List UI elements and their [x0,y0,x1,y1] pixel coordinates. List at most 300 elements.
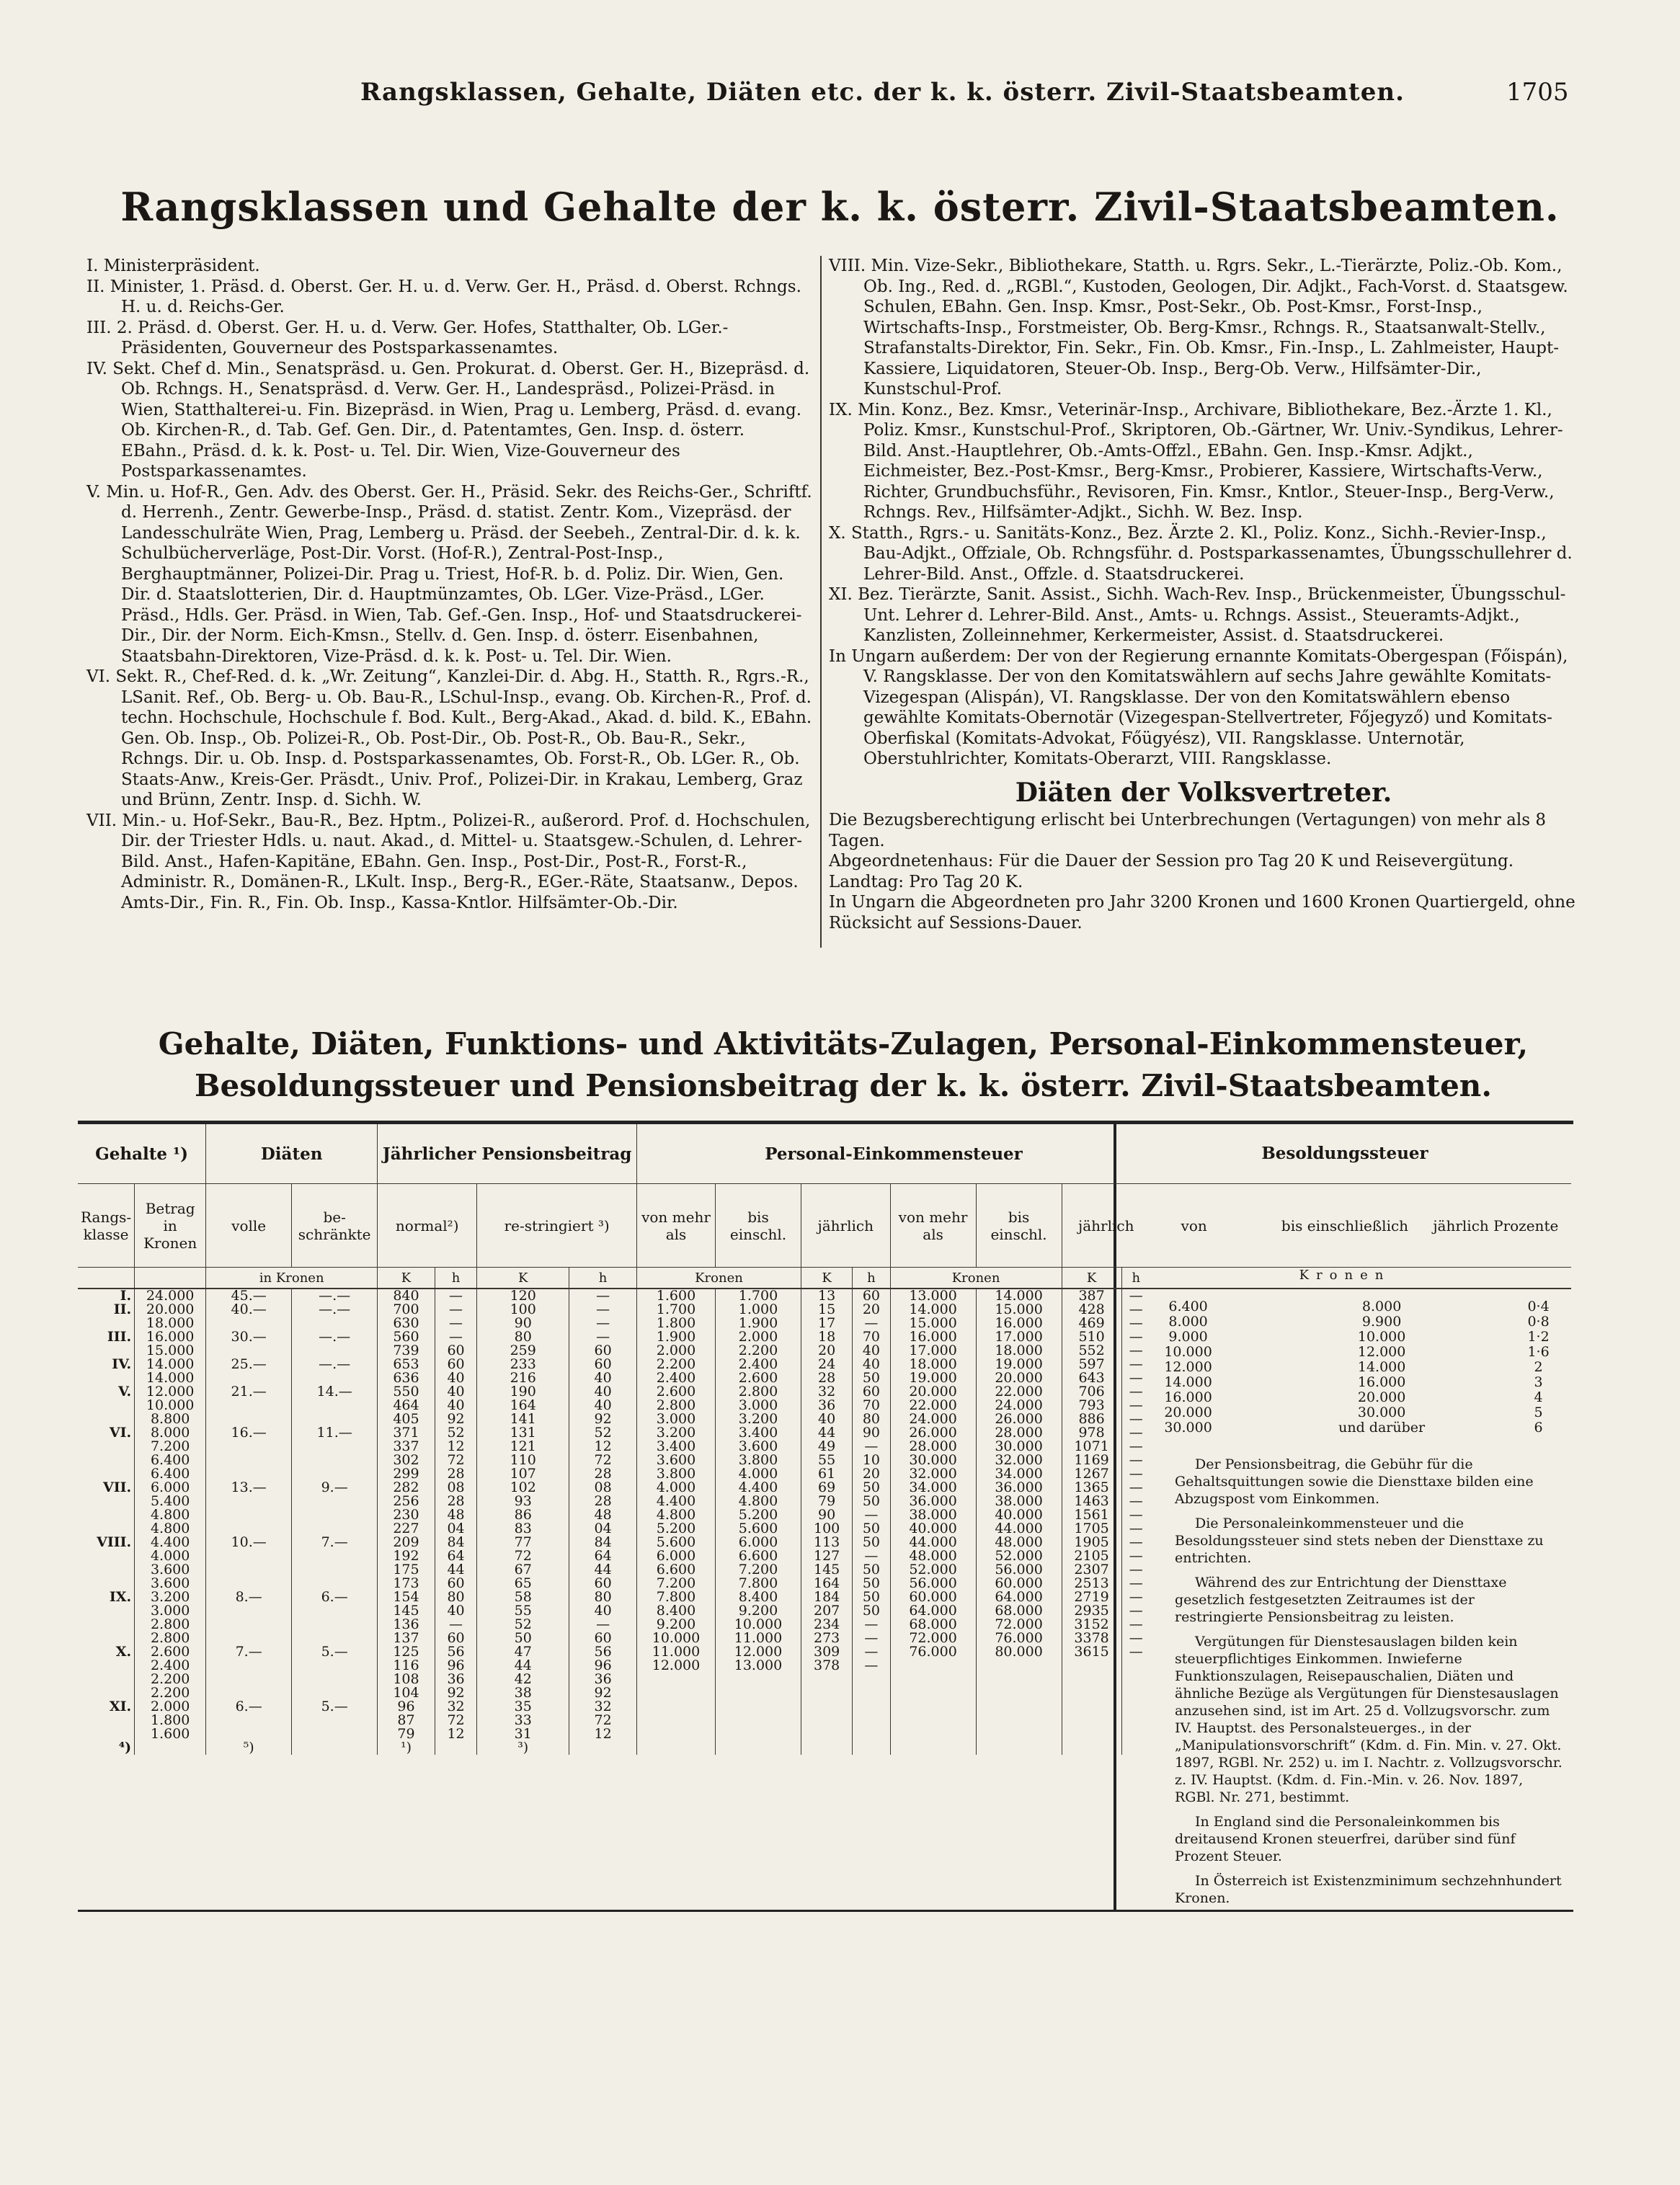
note-paragraph: In England sind die Personaleinkommen bis dreitausend Kronen steuerfrei, darüber sind fünf Prozent Steuer. [1175,1814,1516,1864]
table-cell: 9.200 [715,1604,801,1618]
table-cell: 50 [853,1481,890,1495]
table-cell [206,1454,292,1467]
table-cell [292,1618,378,1632]
col-rangsklasse: Rangs-klasse [78,1184,135,1268]
diaeten-paragraph: In Ungarn die Abgeordneten pro Jahr 3200 Kronen und 1600 Kronen Quartiergeld, ohne Rücksicht auf Sessions-Dauer. [829,893,1575,933]
table-cell: 92 [435,1412,476,1426]
table-cell: — [1121,1454,1150,1467]
table-cell: 13.000 [715,1659,801,1673]
col-volle: volle [206,1184,292,1268]
table-cell: — [1121,1399,1150,1412]
table-cell: 20.000 [135,1303,206,1317]
table-cell: 55 [801,1454,852,1467]
page-title: Rangsklassen und Gehalte der k. k. österr. Zivil-Staatsbeamten. [120,184,1560,230]
besoldung-cell: 20.000 [1164,1405,1212,1420]
rank-entry: V. Min. u. Hof-R., Gen. Adv. des Oberst. Ger. H., Präsid. Sekr. des Reichs-Ger., Schriftf. d. Herrenh., Zentr. Gewerbe-Insp., Präsd. d. statist. Zentr. Kom., Vizepräsd. der Landesschulräte Wien, Prag, Lemberg u. Präsd. der Seebeh., Zentral-Dir. d. k. k. Schulbücherverläge, Post-Dir. Vorst. (Hof-R.), Zentral-Post-Insp., Berghauptmänner, Polizei-Dir. Prag u. Triest, Hof-R. b. d. Poliz. Dir. Wien, Gen. Dir. d. Staatslotterien, Dir. d. Hauptmünzamtes, Ob. LGer. Vize-Präsd., LGer. Präsd., Hdls. Ger. Präsd. in Wien, Tab. Gef.-Gen. Insp., Hof- und Staatsdruckerei-Dir., Dir. der Norm. Eich-Kmsn., Stellv. d. Gen. Insp. d. österr. Eisenbahnen, Staatsbahn-Direktoren, Vize-Präsd. d. k. k. Post- u. Tel. Dir. Wien. [86,482,812,666]
table-cell: 44 [801,1426,852,1440]
rank-cell [78,1495,135,1508]
table-cell: 38 [477,1686,569,1700]
table-cell: 40 [569,1371,637,1385]
table-row [78,1549,1150,1563]
rank-cell: IX. [109,1589,132,1605]
table-cell: 3.800 [715,1454,801,1467]
table-cell: 125 [378,1645,435,1659]
table-cell: 45.— [206,1289,292,1303]
table-cell: 3615 [1062,1645,1121,1659]
table-cell: 19.000 [890,1371,976,1385]
table-cell [206,1508,292,1522]
table-cell: 1.700 [636,1303,715,1317]
table-cell [801,1686,852,1700]
table-cell: 108 [378,1673,435,1686]
besoldung-cell: 0·4 [1527,1299,1550,1314]
ungarn-paragraph: In Ungarn außerdem: Der von der Regierung ernannte Komitats-Obergespan (Főispán), V. Rangsklasse. Der von den Komitatswählern auf sechs Jahre gewählte Komitats-Vizegespan (Alispán), VI. Rangsklasse. Der von den Komitatswählern ebenso gewählte Komitats-Obernotär (Vizegespan-Stellvertreter, Főjegyző) und Komitats-Oberfiskal (Komitats-Advokat, Főügyész), VII. Rangsklasse. Unternotär, Oberstuhlrichter, Komitats-Oberarzt, VIII. Rangsklasse. [829,646,1568,768]
table-cell: 20.000 [890,1385,976,1399]
notes [1175,1456,1564,1914]
table-cell: 44.000 [976,1522,1062,1536]
rank-entry: VIII. Min. Vize-Sekr., Bibliothekare, Statth. u. Rgrs. Sekr., L.-Tierärzte, Poliz.-Ob. Kom., Ob. Ing., Red. d. „RGBl.“, Kustoden, Geologen, Dir. Adjkt., Fach-Vorst. d. Staatsgew. Schulen, EBahn. Gen. Insp. Kmsr., Post-Sekr., Ob. Post-Kmsr., Forst-Insp., Wirtschafts-Insp., Forstmeister, Ob. Berg-Kmsr., Rchngs. R., Staatsanwalt-Stellv., Strafanstalts-Direktor, Fin. Sekr., Fin. Ob. Kmsr., Fin.-Insp., L. Zahlmeister, Haupt-Kassiere, Liquidatoren, Steuer-Ob. Insp., Berg-Ob. Verw., Hilfsämter-Dir., Kunstschul-Prof. [829,257,1568,399]
table-cell: 60 [435,1344,476,1358]
table-cell: 83 [477,1522,569,1536]
col-von-mehr-als: von mehr als [636,1184,715,1268]
table-row [78,1289,1150,1303]
table-cell [206,1563,292,1577]
table-cell: — [1121,1467,1150,1481]
table-cell: 120 [477,1289,569,1303]
table-cell: 19.000 [976,1358,1062,1371]
besoldung-row [1119,1390,1571,1405]
table-cell: — [853,1440,890,1454]
table-cell: 653 [378,1358,435,1371]
table-cell: 16.000 [135,1330,206,1344]
table-cell: 08 [435,1481,476,1495]
rank-list-left [86,256,814,913]
table-cell: 337 [378,1440,435,1454]
table-cell: 35 [477,1700,569,1714]
table-cell: 1705 [1062,1522,1121,1536]
table-cell: 3152 [1062,1618,1121,1632]
table-cell: 14.— [292,1385,378,1399]
table-cell: 12.000 [636,1659,715,1673]
unit-k: K [1062,1268,1121,1289]
table-cell: — [1121,1412,1150,1426]
table-cell: 597 [1062,1358,1121,1371]
table-cell: 36 [569,1673,637,1686]
table-cell: 2.200 [135,1673,206,1686]
table-cell [292,1727,378,1741]
table-cell: 32.000 [976,1454,1062,1467]
table-cell: 52.000 [976,1549,1062,1563]
table-cell: 16.000 [976,1317,1062,1330]
unit-h: h [1121,1268,1150,1289]
rank-entry: IX. Min. Konz., Bez. Kmsr., Veterinär-Insp., Archivare, Bibliothekare, Bez.-Ärzte 1. Kl., Poliz. Kmsr., Kunstschul-Prof., Skriptoren, Ob.-Gärtner, Wr. Univ.-Syndikus, Lehrer-Bild. Anst.-Hauptlehrer, Ob.-Amts-Offzl., EBahn. Gen. Insp.-Kmsr. Adjkt., Eichmeister, Bez.-Post-Kmsr., Berg-Kmsr., Probierer, Kassiere, Wirtschafts-Verw., Richter, Grundbuchsführ., Revisoren, Fin. Kmsr., Kntlor., Steuer-Insp., Berg-Verw., Rchngs. Rev., Hilfsämter-Adjkt., Sichh. W. Bez. Insp. [829,400,1563,522]
table-cell: 28 [801,1371,852,1385]
table-cell: 1.600 [135,1727,206,1741]
table-cell: 164 [477,1399,569,1412]
table-cell: 1.000 [715,1303,801,1317]
table-cell: 7.— [206,1645,292,1659]
table-cell: 9.200 [636,1618,715,1632]
table-cell [801,1714,852,1727]
table-cell: 2.600 [636,1385,715,1399]
table-cell: 72 [435,1714,476,1727]
note-paragraph: Während des zur Entrichtung der Diensttaxe gesetzlich festgesetzten Zeitraumes ist der restringierte Pensionsbeitrag zu leisten. [1175,1575,1507,1625]
table-cell [292,1440,378,1454]
besoldung-cell: 16.000 [1357,1374,1406,1390]
table-row [78,1563,1150,1577]
table-cell: 5.200 [715,1508,801,1522]
table-cell: 141 [477,1412,569,1426]
table-cell: 64 [569,1549,637,1563]
table-cell: 68.000 [890,1618,976,1632]
table-cell: 26.000 [890,1426,976,1440]
table-cell: 56 [435,1645,476,1659]
table-cell: 6.— [206,1700,292,1714]
table-cell: 33 [477,1714,569,1727]
table-cell: 3.600 [715,1440,801,1454]
table-cell: 52.000 [890,1563,976,1577]
table-cell: ³) [477,1741,569,1755]
table-cell: 102 [477,1481,569,1495]
table-cell: 121 [477,1440,569,1454]
table-cell: ¹) [378,1741,435,1755]
table-row [78,1508,1150,1522]
besoldung-cell: 3 [1534,1374,1543,1390]
table-cell: 47 [477,1645,569,1659]
col-beschraenkte: be-schränkte [292,1184,378,1268]
table-cell: 5.— [292,1700,378,1714]
table-cell: 92 [569,1412,637,1426]
table-cell: 40 [853,1358,890,1371]
table-cell: 100 [477,1303,569,1317]
table-cell: 20.000 [976,1371,1062,1385]
table-cell [890,1659,976,1673]
table-cell: 3.400 [715,1426,801,1440]
table-cell: 80 [569,1590,637,1604]
table-cell: — [853,1659,890,1673]
table-cell: 7.200 [135,1440,206,1454]
table-row [78,1645,1150,1659]
table-cell: 60 [569,1577,637,1590]
table-cell: 5.— [292,1645,378,1659]
table-cell: 40.000 [890,1522,976,1536]
table-cell: 273 [801,1632,852,1645]
table-cell: 90 [801,1508,852,1522]
table-cell: 24.000 [890,1412,976,1426]
table-cell: 1561 [1062,1508,1121,1522]
rank-cell: II. [113,1301,132,1317]
unit-kronen: Kronen [890,1268,1062,1289]
table-cell: 65 [477,1577,569,1590]
table-cell: 50 [853,1536,890,1549]
table-cell: — [435,1330,476,1344]
table-cell [715,1700,801,1714]
table-cell: 12.000 [715,1645,801,1659]
table-cell: 10.000 [636,1632,715,1645]
table-cell: 2.800 [636,1399,715,1412]
table-row [78,1330,1150,1344]
table-cell: 137 [378,1632,435,1645]
table-cell: 28 [435,1467,476,1481]
rank-cell [78,1440,135,1454]
table-cell: — [1121,1303,1150,1317]
table-cell: 3.200 [715,1412,801,1426]
table-cell [569,1741,637,1755]
table-cell: 84 [569,1536,637,1549]
table-cell [890,1714,976,1727]
rank-entry: I. Ministerpräsident. [86,257,260,275]
table-cell: 1.600 [636,1289,715,1303]
table-cell: 145 [378,1604,435,1618]
table-cell: 5.600 [636,1536,715,1549]
col-bis-einschl-2: bis einschl. [976,1184,1062,1268]
table-cell: —.— [292,1358,378,1371]
table-cell: 12 [435,1727,476,1741]
table-cell: 12 [569,1727,637,1741]
table-cell [853,1700,890,1714]
table-cell: — [1121,1536,1150,1549]
table-cell [1121,1727,1150,1741]
table-cell: 26.000 [976,1412,1062,1426]
table-cell: 48 [435,1508,476,1522]
table-cell [1121,1659,1150,1673]
diaeten-paragraph: Abgeordnetenhaus: Für die Dauer der Session pro Tag 20 K und Reisevergütung. [829,852,1514,871]
table-cell: 1071 [1062,1440,1121,1454]
table-cell: 14.000 [135,1358,206,1371]
table-title: Gehalte, Diäten, Funktions- und Aktivitäts-Zulagen, Personal-Einkommensteuer, Besoldungssteuer und Pensionsbeitrag der k. k. österr. Zivil-Staatsbeamten. [158,1026,1529,1103]
table-cell: 1.900 [636,1330,715,1344]
table-cell: 25.— [206,1358,292,1371]
table-cell [206,1618,292,1632]
table-cell: 04 [569,1522,637,1536]
table-cell [1121,1714,1150,1727]
table-cell [292,1563,378,1577]
table-cell: 1.800 [636,1317,715,1330]
table-cell: 3.600 [135,1577,206,1590]
rank-cell: XI. [109,1699,132,1714]
table-cell: 4.800 [715,1495,801,1508]
table-cell: 40.000 [976,1508,1062,1522]
table-cell: 4.400 [636,1495,715,1508]
table-cell: 2.200 [715,1344,801,1358]
table-cell: 60 [853,1385,890,1399]
table-cell: 10 [853,1454,890,1467]
unit-h: h [435,1268,476,1289]
table-cell: 8.000 [135,1426,206,1440]
table-cell: 6.000 [135,1481,206,1495]
table-cell: — [435,1289,476,1303]
table-cell: 464 [378,1399,435,1412]
table-cell: 282 [378,1481,435,1495]
table-cell: 164 [801,1577,852,1590]
table-cell: 643 [1062,1371,1121,1385]
table-cell [1121,1700,1150,1714]
table-cell [1121,1741,1150,1755]
table-cell: 40 [569,1399,637,1412]
table-cell [206,1714,292,1727]
table-cell: 96 [569,1659,637,1673]
table-cell: 230 [378,1508,435,1522]
besoldung-row [1119,1405,1571,1420]
rank-list-right [829,256,1578,933]
besoldung-cell: 1·6 [1527,1344,1550,1360]
table-cell: 6.000 [636,1549,715,1563]
table-row [78,1481,1150,1495]
table-cell: 2.400 [135,1659,206,1673]
table-cell [715,1727,801,1741]
table-cell: 50 [477,1632,569,1645]
page-number: 1705 [1506,78,1569,107]
table-cell: 2719 [1062,1590,1121,1604]
table-cell: 2.000 [636,1344,715,1358]
rank-cell: V. [118,1384,132,1399]
table-cell [715,1673,801,1686]
table-cell: 40 [435,1385,476,1399]
table-cell: 30.000 [890,1454,976,1467]
table-cell: 04 [435,1522,476,1536]
besoldung-row [1119,1345,1571,1360]
table-cell: 302 [378,1454,435,1467]
diaeten-title: Diäten der Volksvertreter. [1015,777,1392,808]
table-cell: 34.000 [890,1481,976,1495]
table-cell: 116 [378,1659,435,1673]
table-cell: — [569,1618,637,1632]
table-cell: 18.000 [890,1358,976,1371]
table-cell: 2.800 [135,1632,206,1645]
besoldung-cell: 20.000 [1357,1389,1406,1405]
table-cell: 34.000 [976,1467,1062,1481]
table-cell: 79 [378,1727,435,1741]
table-cell [890,1727,976,1741]
table-cell: 184 [801,1590,852,1604]
table-cell: 216 [477,1371,569,1385]
table-cell: 22.000 [976,1385,1062,1399]
table-cell: 10.000 [135,1399,206,1412]
table-cell [801,1700,852,1714]
table-row [78,1741,1150,1755]
table-cell: 49 [801,1440,852,1454]
table-cell: 6.— [292,1590,378,1604]
table-cell: 8.400 [636,1604,715,1618]
besoldung-cell: 6 [1534,1420,1543,1436]
table-cell: — [853,1645,890,1659]
table-cell [636,1727,715,1741]
rank-cell: I. [120,1288,132,1304]
table-cell: 64.000 [890,1604,976,1618]
table-cell [435,1741,476,1755]
table-cell: 32 [435,1700,476,1714]
table-cell: —.— [292,1289,378,1303]
table-cell: 80 [853,1412,890,1426]
table-cell [976,1673,1062,1686]
group-pension: Jährlicher Pensionsbeitrag [378,1124,637,1184]
table-cell: —.— [292,1303,378,1317]
unit-kronen: Kronen [636,1268,801,1289]
table-cell: — [1121,1317,1150,1330]
table-cell: — [1121,1344,1150,1358]
table-cell: 79 [801,1495,852,1508]
col-jaehrlich-2: jährlich [1062,1184,1150,1268]
table-cell: ⁵) [206,1741,292,1755]
table-row [78,1590,1150,1604]
unit-blank [78,1268,135,1289]
table-cell: 28.000 [976,1426,1062,1440]
table-cell: 700 [378,1303,435,1317]
table-cell [976,1700,1062,1714]
besoldung-heading: Besoldungssteuer [1119,1124,1571,1184]
rank-entry: II. Minister, 1. Präsd. d. Oberst. Ger. H. u. d. Verw. Ger. H., Präsd. d. Oberst. Rchngs. H. u. d. Reichs-Ger. [86,277,801,316]
table-cell: 44 [435,1563,476,1577]
table-cell: 7.— [292,1536,378,1549]
table-cell: 4.000 [135,1549,206,1563]
table-cell: 428 [1062,1303,1121,1317]
table-cell: 7.200 [636,1577,715,1590]
table-cell: 560 [378,1330,435,1344]
diaeten-paragraph: Landtag: Pro Tag 20 K. [829,872,1023,891]
table-cell: — [435,1317,476,1330]
table-cell [801,1727,852,1741]
table-cell: 5.400 [135,1495,206,1508]
table-cell [890,1741,976,1755]
table-cell: 40 [569,1604,637,1618]
rank-cell: VI. [109,1425,132,1441]
table-cell: 17.000 [976,1330,1062,1344]
rank-cell: ⁴) [118,1740,132,1755]
table-cell [636,1673,715,1686]
table-cell: 4.800 [135,1508,206,1522]
table-cell: 14.000 [890,1303,976,1317]
column-divider [820,256,822,948]
col-jaehrlich-prozente: jährlich Prozente [1433,1216,1559,1234]
table-cell: 1267 [1062,1467,1121,1481]
table-row [78,1700,1150,1714]
table-cell: 190 [477,1385,569,1399]
table-cell: 3.000 [636,1412,715,1426]
table-row [78,1399,1150,1412]
table-cell: 2.400 [715,1358,801,1371]
rank-cell [78,1399,135,1412]
table-cell: — [853,1618,890,1632]
besoldung-row [1119,1420,1571,1436]
besoldung-section [1119,1124,1571,1436]
table-cell: 11.000 [715,1632,801,1645]
table-cell: — [1121,1330,1150,1344]
table-cell [853,1714,890,1727]
table-cell: — [1121,1618,1150,1632]
table-cell: 2307 [1062,1563,1121,1577]
besoldung-cell: 1·2 [1527,1329,1550,1345]
table-cell [292,1741,378,1755]
table-cell [853,1741,890,1755]
besoldung-unit: Kronen [1119,1268,1571,1289]
table-cell: 44 [569,1563,637,1577]
table-cell: 64 [435,1549,476,1563]
table-cell: 5.600 [715,1522,801,1536]
table-cell: 387 [1062,1289,1121,1303]
table-cell: — [1121,1495,1150,1508]
table-cell: 86 [477,1508,569,1522]
besoldung-cell: 16.000 [1164,1389,1212,1405]
table-cell: — [1121,1563,1150,1577]
rank-cell: VIII. [97,1534,132,1550]
table-cell: — [1121,1632,1150,1645]
table-cell: 173 [378,1577,435,1590]
table-cell [135,1741,206,1755]
table-cell: 8.400 [715,1590,801,1604]
table-cell: — [1121,1645,1150,1659]
table-cell: 50 [853,1563,890,1577]
table-cell: 12 [435,1440,476,1454]
